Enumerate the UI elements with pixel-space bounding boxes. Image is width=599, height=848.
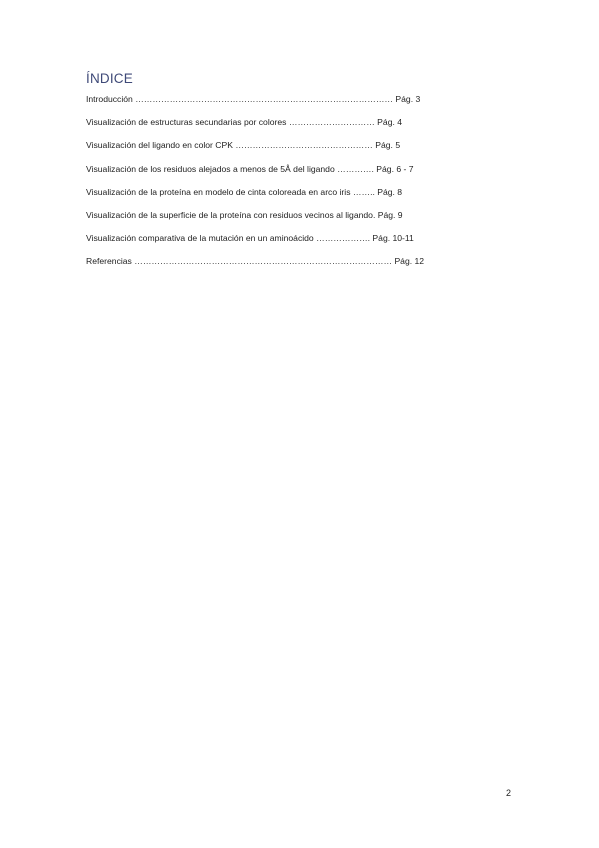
toc-entry-introduccion[interactable]	[86, 94, 506, 105]
toc-list	[86, 94, 506, 267]
page-number: 2	[506, 788, 512, 798]
toc-entry-text: Visualización de estructuras secundarias por colores ………………………… Pág. 4	[86, 117, 403, 128]
table-of-contents	[86, 70, 506, 280]
toc-entry-estructuras-secundarias[interactable]	[86, 117, 506, 128]
toc-entry-text: Referencias ……………………………………………………………………………… Pág. 12	[86, 256, 425, 267]
toc-entry-cinta-arco-iris[interactable]	[86, 187, 506, 198]
toc-entry-ligando-cpk[interactable]	[86, 140, 506, 151]
toc-entry-residuos-5a[interactable]	[86, 164, 506, 175]
toc-entry-text: Visualización del ligando en color CPK ………………………………………… Pág. 5	[86, 140, 401, 151]
toc-entry-text: Visualización comparativa de la mutación en un aminoácido ………………. Pág. 10-11	[86, 233, 414, 244]
toc-entry-text: Visualización de la proteína en modelo de cinta coloreada en arco iris …….. Pág. 8	[86, 186, 403, 197]
toc-entry-referencias[interactable]	[86, 256, 506, 267]
toc-entry-text: Visualización de los residuos alejados a menos de 5Å del ligando …………. Pág. 6 - 7	[86, 163, 414, 174]
toc-entry-text: Visualización de la superficie de la proteína con residuos vecinos al ligando. Pág. 9	[86, 209, 403, 220]
toc-entry-superficie-proteina[interactable]	[86, 210, 506, 221]
toc-entry-mutacion-aminoacido[interactable]	[86, 233, 506, 244]
toc-title: ÍNDICE	[86, 71, 133, 86]
toc-entry-text: Introducción ……………………………………………………………………………… Pág. 3	[86, 94, 421, 104]
